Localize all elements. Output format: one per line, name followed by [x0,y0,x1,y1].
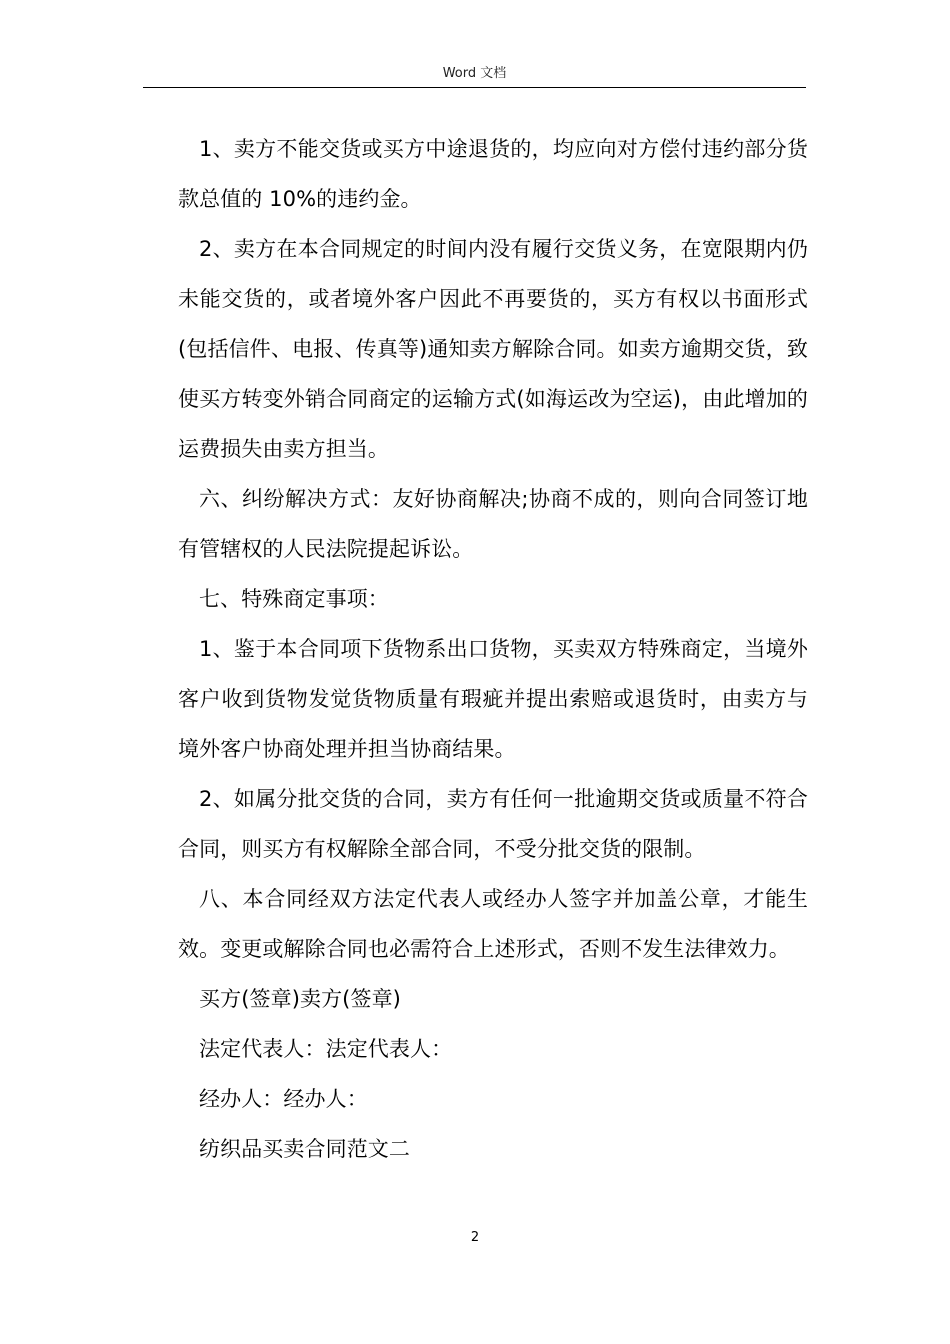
header-divider [143,87,806,88]
page-number: 2 [470,1230,480,1245]
paragraph-special-terms-heading: 七、特殊商定事项： [199,587,389,611]
paragraph-legal-representatives: 法定代表人：法定代表人： [199,1037,453,1061]
paragraph-special-terms-1: 1、鉴于本合同项下货物系出口货物，买卖双方特殊商定，当境外客户收到货物发觉货物质量有瑕疵并提出索赔或退货时，由卖方与境外客户协商处理并担当协商结果。 [178,637,808,761]
header-title: Word 文档 [442,66,507,81]
paragraph-signatures: 买方(签章)卖方(签章) [199,987,401,1011]
paragraph-effectiveness: 八、本合同经双方法定代表人或经办人签字并加盖公章，才能生效。变更或解除合同也必需符合上述形式，否则不发生法律效力。 [178,887,808,961]
paragraph-handlers: 经办人：经办人： [199,1087,368,1111]
page-header [143,0,806,89]
paragraph-dispute-resolution: 六、纠纷解决方式：友好协商解决;协商不成的，则向合同签订地有管辖权的人民法院提起诉讼。 [178,487,808,561]
paragraph-penalty-1: 1、卖方不能交货或买方中途退货的，均应向对方偿付违约部分货款总值的 10%的违约金。 [178,137,808,211]
paragraph-next-template-title: 纺织品买卖合同范文二 [199,1137,410,1161]
document-body [178,124,808,1174]
paragraph-special-terms-2: 2、如属分批交货的合同，卖方有任何一批逾期交货或质量不符合合同，则买方有权解除全部合同，不受分批交货的限制。 [178,787,808,861]
paragraph-penalty-2: 2、卖方在本合同规定的时间内没有履行交货义务，在宽限期内仍未能交货的，或者境外客户因此不再要货的，买方有权以书面形式(包括信件、电报、传真等)通知卖方解除合同。如卖方逾期交货，致使买方转变外销合同商定的运输方式(如海运改为空运)，由此增加的运费损失由卖方担当。 [178,237,808,461]
